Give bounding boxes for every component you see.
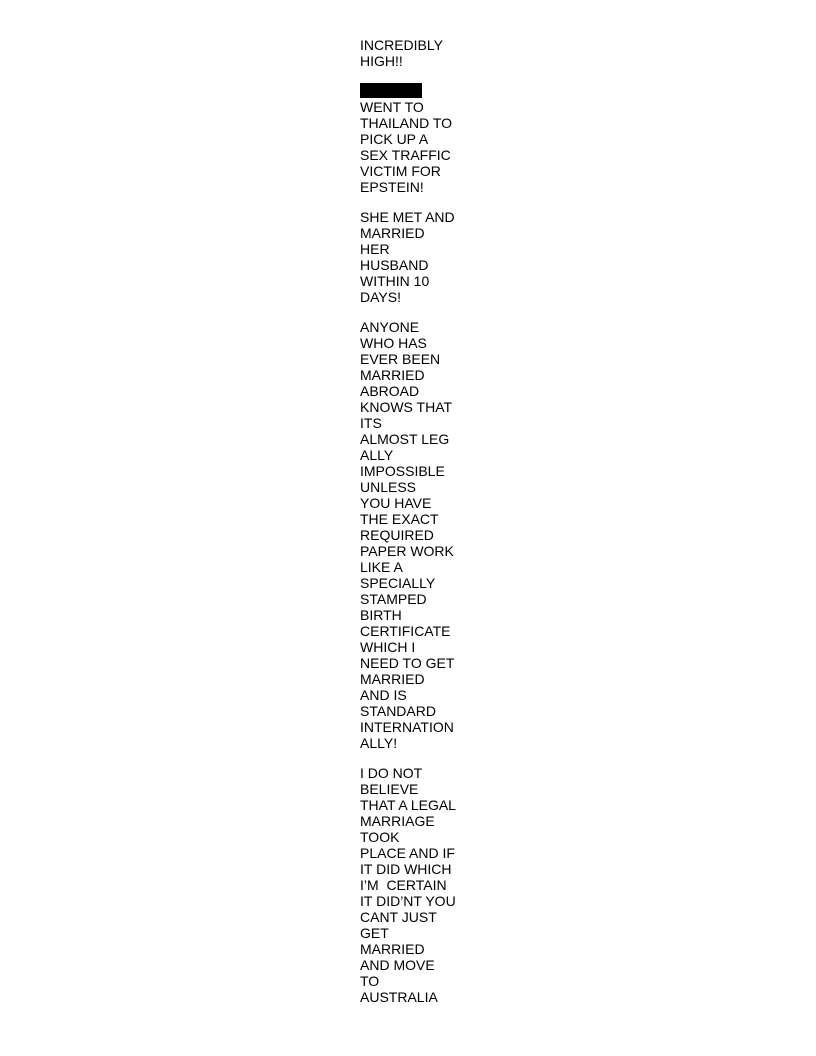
text-line: DAYS! bbox=[360, 289, 401, 305]
text-line: ABROAD bbox=[360, 383, 420, 399]
text-line: I DO NOT bbox=[360, 765, 423, 781]
text-line: BELIEVE bbox=[360, 781, 419, 797]
text-line: BIRTH bbox=[360, 607, 402, 623]
text-line: PICK UP A bbox=[360, 131, 429, 147]
text-line: HER bbox=[360, 241, 390, 257]
paragraph bbox=[360, 765, 460, 1005]
text-line: AND IS bbox=[360, 687, 407, 703]
text-line: GET bbox=[360, 925, 389, 941]
paragraph bbox=[360, 83, 460, 195]
text-line: VICTIM FOR bbox=[360, 163, 441, 179]
text-line: TOOK bbox=[360, 829, 400, 845]
paragraph bbox=[360, 37, 460, 69]
text-line: THAILAND TO bbox=[360, 115, 453, 131]
paragraph bbox=[360, 209, 460, 305]
text-line: KNOWS THAT bbox=[360, 399, 453, 415]
text-line: INTERNATION bbox=[360, 719, 454, 735]
text-line: YOU HAVE bbox=[360, 495, 432, 511]
text-line: SEX TRAFFIC bbox=[360, 147, 451, 163]
text-line: CERTIFICATE bbox=[360, 623, 451, 639]
text-line: EPSTEIN! bbox=[360, 179, 424, 195]
text-line: THAT A LEGAL bbox=[360, 797, 456, 813]
text-line: NEED TO GET bbox=[360, 655, 455, 671]
text-line: UNLESS bbox=[360, 479, 417, 495]
text-line: ALLY bbox=[360, 447, 394, 463]
paragraph bbox=[360, 319, 460, 751]
text-line: WITHIN 10 bbox=[360, 273, 430, 289]
text-line: SHE MET AND bbox=[360, 209, 455, 225]
text-line: SPECIALLY bbox=[360, 575, 436, 591]
text-line: AUSTRALIA bbox=[360, 989, 438, 1005]
text-line: MARRIED bbox=[360, 367, 425, 383]
text-line: WHO HAS bbox=[360, 335, 427, 351]
text-line: MARRIED bbox=[360, 941, 425, 957]
text-line: IMPOSSIBLE bbox=[360, 463, 445, 479]
text-line: REQUIRED bbox=[360, 527, 434, 543]
text-line: IT DID WHICH bbox=[360, 861, 452, 877]
text-line: ANYONE bbox=[360, 319, 420, 335]
text-line: HIGH!! bbox=[360, 53, 403, 69]
text-line: PLACE AND IF bbox=[360, 845, 455, 861]
text-line: WENT TO bbox=[360, 99, 424, 115]
text-line: HUSBAND bbox=[360, 257, 429, 273]
text-line: AND MOVE bbox=[360, 957, 435, 973]
text-line: INCREDIBLY bbox=[360, 37, 443, 53]
text-line: I’M CERTAIN bbox=[360, 877, 447, 893]
text-line: MARRIED bbox=[360, 225, 425, 241]
text-line: TO bbox=[360, 973, 380, 989]
text-line: LIKE A bbox=[360, 559, 403, 575]
text-line: IT DID’NT YOU bbox=[360, 893, 456, 909]
text-line: ALMOST LEG bbox=[360, 431, 450, 447]
redaction-bar bbox=[360, 83, 422, 98]
text-line: STANDARD bbox=[360, 703, 436, 719]
text-line: EVER BEEN bbox=[360, 351, 441, 367]
text-line: CANT JUST bbox=[360, 909, 437, 925]
text-line: ITS bbox=[360, 415, 382, 431]
text-line: MARRIED bbox=[360, 671, 425, 687]
text-line: THE EXACT bbox=[360, 511, 439, 527]
text-line: PAPER WORK bbox=[360, 543, 454, 559]
text-line: WHICH I bbox=[360, 639, 416, 655]
text-line: MARRIAGE bbox=[360, 813, 435, 829]
text-line: ALLY! bbox=[360, 735, 398, 751]
text-column bbox=[360, 37, 460, 1019]
text-line: STAMPED bbox=[360, 591, 427, 607]
